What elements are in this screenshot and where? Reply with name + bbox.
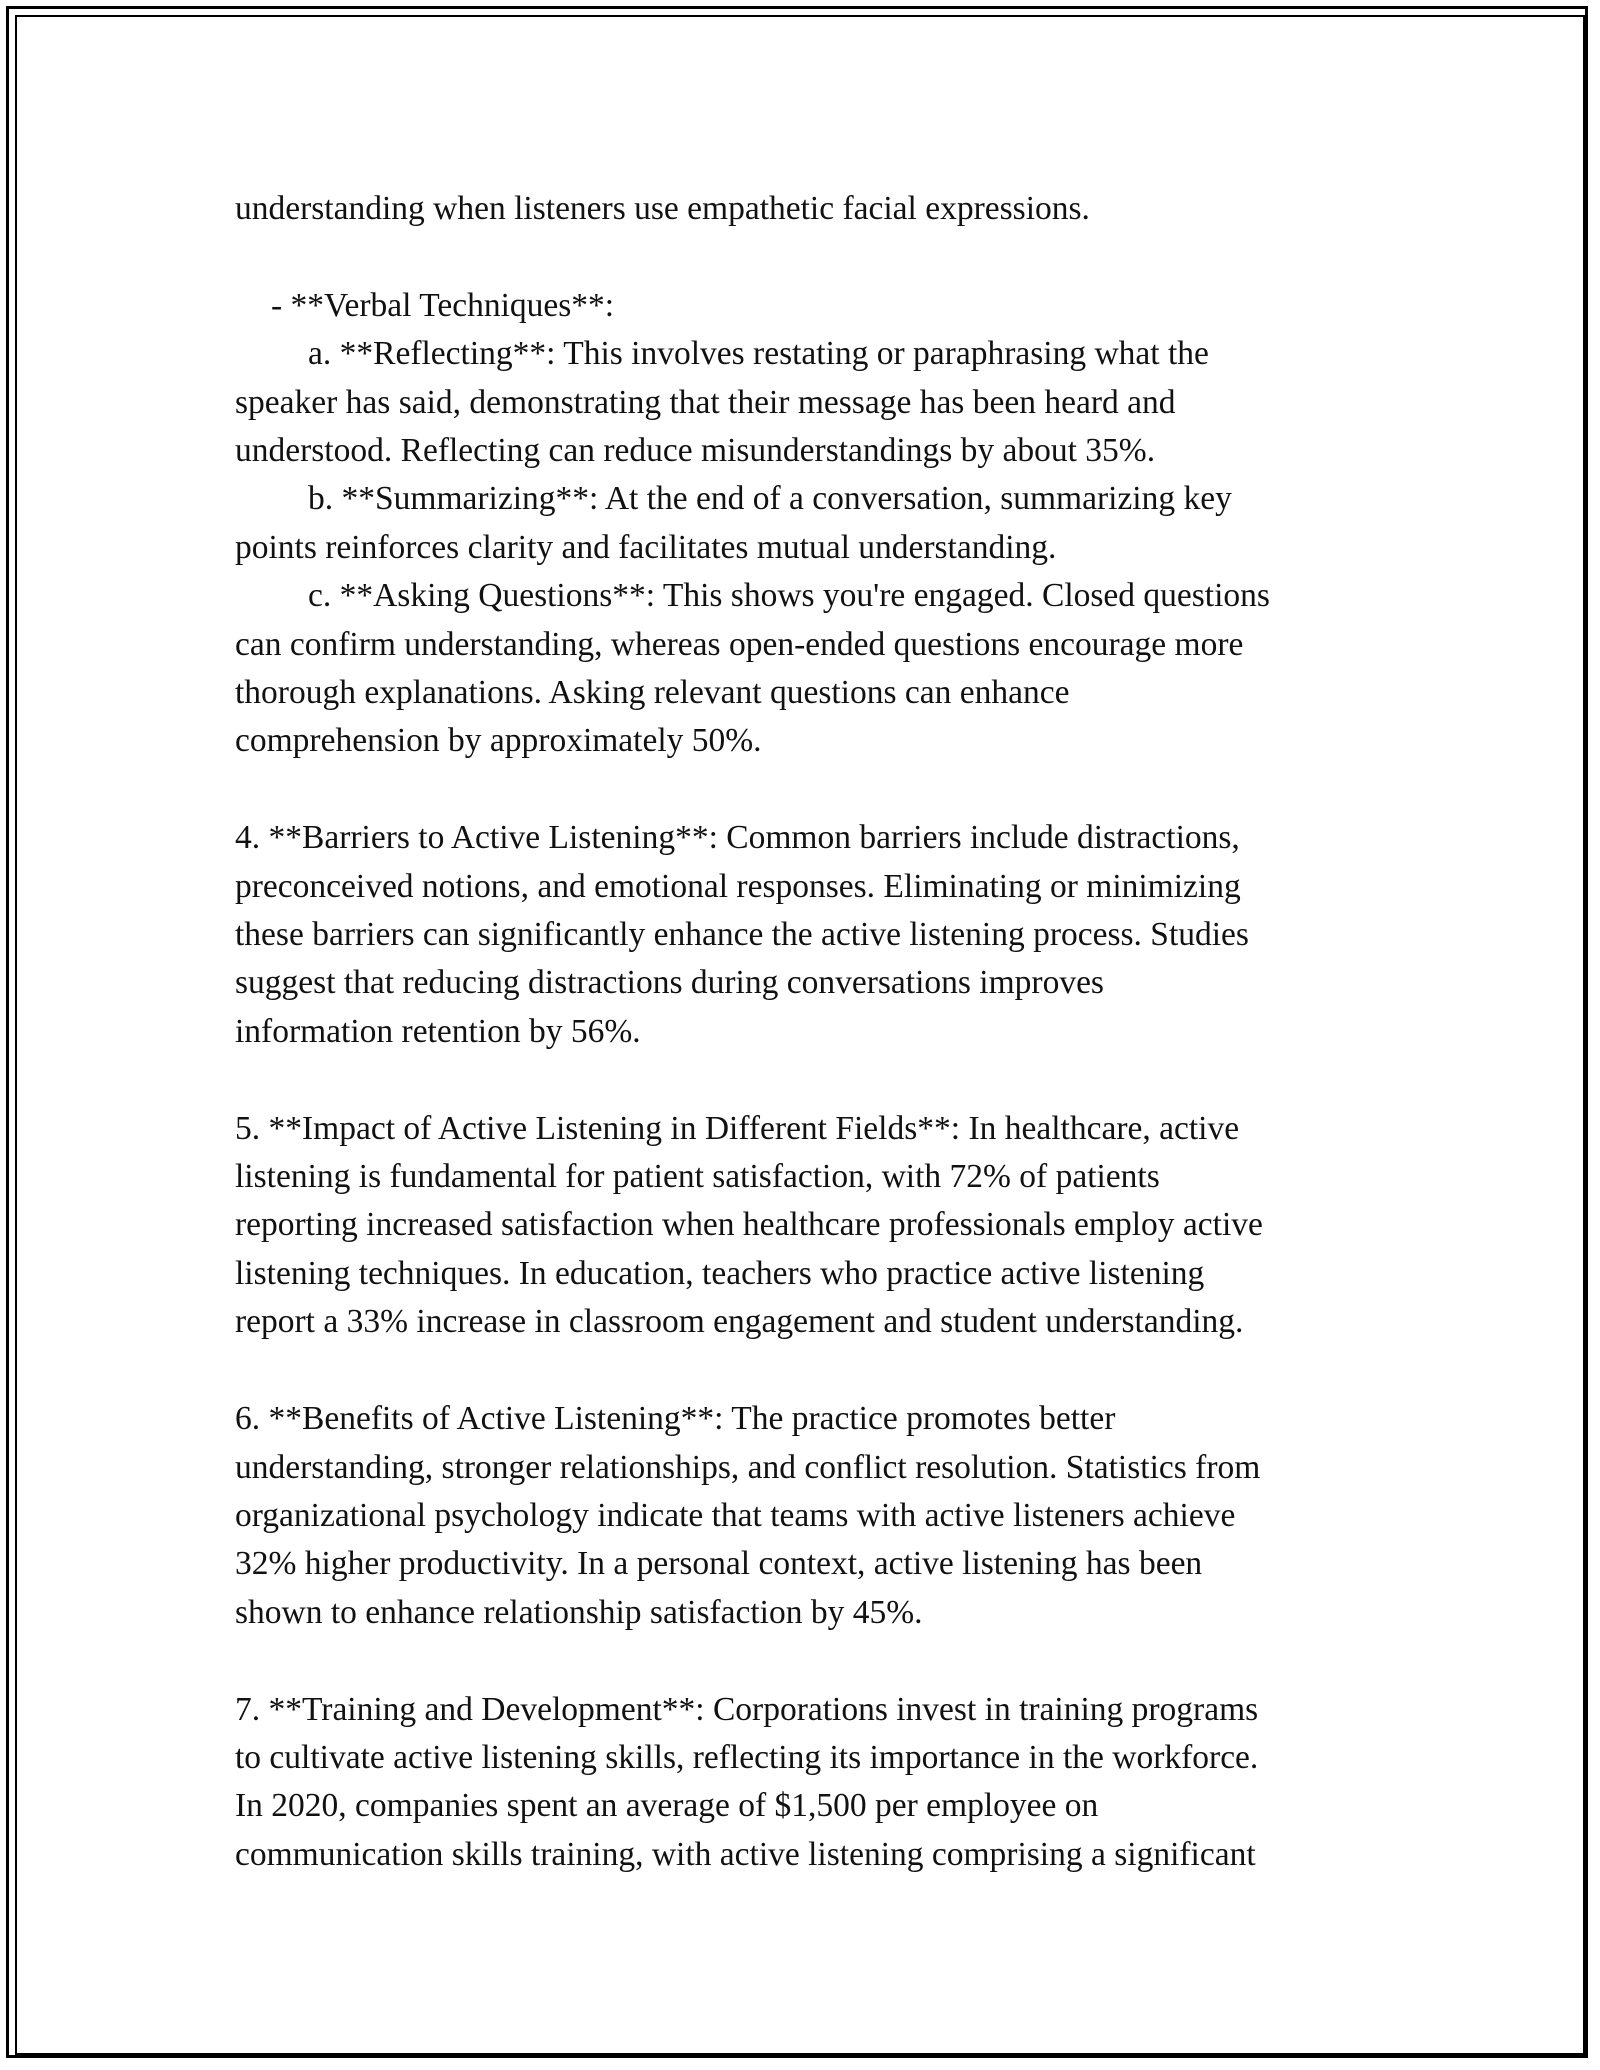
text-line: comprehension by approximately 50%.	[235, 722, 762, 760]
text-line: report a 33% increase in classroom engagement and student understanding.	[235, 1303, 1244, 1341]
text-line: to cultivate active listening skills, reflecting its importance in the workforce.	[235, 1738, 1259, 1776]
text-line: listening techniques. In education, teachers who practice active listening	[235, 1254, 1205, 1292]
text-line: 4. **Barriers to Active Listening**: Common barriers include distractions,	[235, 819, 1240, 857]
text-line: understood. Reflecting can reduce misunderstandings by about 35%.	[235, 432, 1156, 470]
text-line: suggest that reducing distractions during conversations improves	[235, 964, 1104, 1002]
text-line: organizational psychology indicate that teams with active listeners achieve	[235, 1496, 1236, 1534]
text-line: shown to enhance relationship satisfaction by 45%.	[235, 1593, 923, 1631]
text-line: can confirm understanding, whereas open-ended questions encourage more	[235, 625, 1244, 663]
text-line: points reinforces clarity and facilitates mutual understanding.	[235, 528, 1057, 566]
text-line: these barriers can significantly enhance the active listening process. Studies	[235, 916, 1249, 954]
text-line: reporting increased satisfaction when healthcare professionals employ active	[235, 1206, 1263, 1244]
text-line: - **Verbal Techniques**:	[271, 286, 615, 324]
text-line: In 2020, companies spent an average of $1,500 per employee on	[235, 1787, 1099, 1825]
text-line: a. **Reflecting**: This involves restating or paraphrasing what the	[308, 335, 1209, 373]
text-line: 32% higher productivity. In a personal context, active listening has been	[235, 1545, 1203, 1583]
text-line: preconceived notions, and emotional responses. Eliminating or minimizing	[235, 867, 1241, 905]
text-line: thorough explanations. Asking relevant questions can enhance	[235, 674, 1070, 712]
text-line: c. **Asking Questions**: This shows you're engaged. Closed questions	[308, 577, 1270, 615]
document-body	[235, 185, 1375, 1879]
text-line: 6. **Benefits of Active Listening**: The practice promotes better	[235, 1400, 1116, 1438]
blank-line	[235, 1056, 1375, 1104]
text-line: b. **Summarizing**: At the end of a conversation, summarizing key	[308, 480, 1232, 518]
blank-line	[235, 1347, 1375, 1395]
blank-line	[235, 766, 1375, 814]
text-line: listening is fundamental for patient satisfaction, with 72% of patients	[235, 1158, 1160, 1196]
text-line: understanding when listeners use empathetic facial expressions.	[235, 190, 1090, 227]
text-line: speaker has said, demonstrating that their message has been heard and	[235, 383, 1176, 421]
text-line: information retention by 56%.	[235, 1012, 641, 1050]
blank-line	[235, 233, 1375, 281]
text-line: 7. **Training and Development**: Corporations invest in training programs	[235, 1690, 1259, 1728]
text-line: understanding, stronger relationships, and conflict resolution. Statistics from	[235, 1448, 1261, 1486]
blank-line	[235, 1637, 1375, 1685]
text-line: 5. **Impact of Active Listening in Different Fields**: In healthcare, active	[235, 1109, 1240, 1147]
text-line: communication skills training, with active listening comprising a significant	[235, 1835, 1256, 1873]
